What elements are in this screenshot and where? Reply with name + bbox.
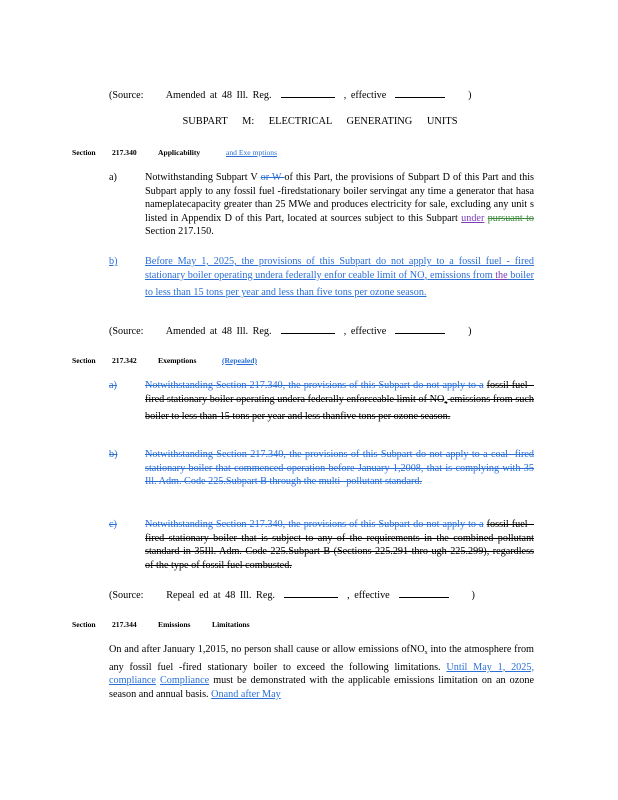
- effective-label: , effective: [343, 326, 387, 337]
- subsection-a-applicability: [109, 171, 534, 239]
- exemption-a: [109, 379, 534, 424]
- section-title: Emissions: [158, 620, 191, 629]
- inserted-text: Compliance: [159, 675, 210, 687]
- subsection-label: c): [109, 519, 117, 530]
- effective-label: , effective: [347, 590, 390, 601]
- deleted-text: fossil fuel -fired stationary boiler that is subject to any of the requirements in the combined pollutant standard in 35Ill. Adm. Code 225.Subpart B (Sections 225.291 thro ugh 225.299), regardless of the type of fossil fuel combusted.: [145, 519, 534, 571]
- inserted-text: Until May 1, 2025, compliance: [109, 661, 534, 687]
- subsection-label: b): [109, 256, 118, 267]
- subsection-label: a): [109, 172, 117, 183]
- text-run: of this Part, the provisions of Subpart D of this Part and this Subpart apply to any fossil fuel -firedstationary boiler servingat any time a generator that hasa nameplatecapacity greater than 25 MWe and produces electricity for sale, excluding any unit s listed in Appendix D of this Part, located at sources subject to this Subpart: [145, 172, 535, 224]
- deleted-text: Notwithstanding Section 217.340, the provisions of this Subpart do not apply to a: [145, 519, 484, 530]
- source-close: ): [468, 326, 472, 337]
- section-word: Section: [72, 148, 96, 157]
- section-title-insertion: and Exe mptions: [226, 148, 278, 157]
- text-run: Notwithstanding Subpart V: [145, 172, 261, 183]
- subscript: x: [424, 650, 428, 656]
- reg-blank: [281, 88, 335, 98]
- text-run: Section 217.150.: [145, 226, 214, 238]
- inserted-text: boiler to less than 15 tons per year and less than five tons per ozone season.: [145, 269, 534, 299]
- effective-blank: [399, 588, 449, 598]
- deleted-text: fossil fuel -fired stationary boiler operating undera federally enforceable limit of NO: [145, 380, 534, 405]
- exemption-b: [109, 448, 534, 489]
- text-run: must be demonstrated with the applicable emissions limitation on an ozone season and annual basis.: [109, 675, 534, 700]
- source-note-1: [109, 88, 472, 103]
- section-title-2: Limitations: [212, 620, 250, 629]
- source-note-3: [109, 588, 475, 603]
- reg-blank: [284, 588, 338, 598]
- inserted-text: emissions from: [427, 269, 496, 281]
- source-note-2: [109, 324, 472, 339]
- source-label: (Source:: [109, 590, 144, 601]
- effective-label: , effective: [343, 90, 387, 101]
- inserted-text: Onand after May: [211, 688, 281, 700]
- subscript: x: [424, 275, 428, 282]
- subscript: x: [444, 399, 448, 406]
- section-title-insertion: (Repealed): [222, 356, 258, 365]
- deleted-text: or W: [260, 172, 285, 183]
- section-word: Section: [72, 356, 96, 365]
- effective-blank: [395, 88, 445, 98]
- source-text: Repeal ed at 48 Ill. Reg.: [166, 590, 275, 601]
- inserted-text: the: [495, 269, 508, 281]
- reg-blank: [281, 324, 335, 334]
- section-number: 217.344: [112, 620, 137, 629]
- section-title: Exemptions: [158, 356, 197, 365]
- deleted-text: pursuant to: [487, 212, 535, 224]
- subsection-b-applicability: [109, 255, 534, 300]
- source-text: Amended at 48 Ill. Reg.: [165, 90, 272, 101]
- exemption-c: [109, 518, 534, 572]
- subsection-label: a): [109, 380, 117, 391]
- subpart-title: SUBPART M: ELECTRICAL GENERATING UNITS: [182, 116, 458, 127]
- emissions-limitations-paragraph: [109, 643, 534, 701]
- section-number: 217.340: [112, 148, 137, 157]
- deleted-text: Notwithstanding Section 217.340, the provisions of this Subpart do not apply to a: [145, 380, 484, 391]
- source-close: ): [468, 90, 472, 101]
- inserted-text: under: [461, 212, 485, 224]
- inserted-text: Before May 1, 2025, the provisions of this Subpart do not apply to a fossil fuel - fired stationary boiler operating undera federally enfor ceable limit of NO: [145, 256, 534, 281]
- source-label: (Source:: [109, 90, 144, 101]
- section-word: Section: [72, 620, 96, 629]
- source-text: Amended at 48 Ill. Reg.: [165, 326, 272, 337]
- section-title: Applicability: [158, 148, 201, 157]
- deleted-text: Notwithstanding Section 217.340, the provisions of this Subpart do not apply to a coal -fired stationary boiler that commenced operation before January 1,2008, that is complying with 35 Ill. Adm. Code 225.Subpart B through the multi -pollutant standard.: [145, 449, 534, 488]
- text-run: into the atmosphere from any fossil fuel -fired stationary boiler to exceed the following limitations.: [109, 644, 534, 673]
- source-close: ): [471, 590, 475, 601]
- section-number: 217.342: [112, 356, 137, 365]
- source-label: (Source:: [109, 326, 144, 337]
- subsection-label: b): [109, 449, 118, 460]
- text-run: On and after January 1,2015, no person shall cause or allow emissions ofNO: [109, 644, 425, 655]
- deleted-text: emissions from such boiler to less than 15 tons per year and less thanfive tons per ozone season.: [145, 393, 534, 423]
- effective-blank: [395, 324, 445, 334]
